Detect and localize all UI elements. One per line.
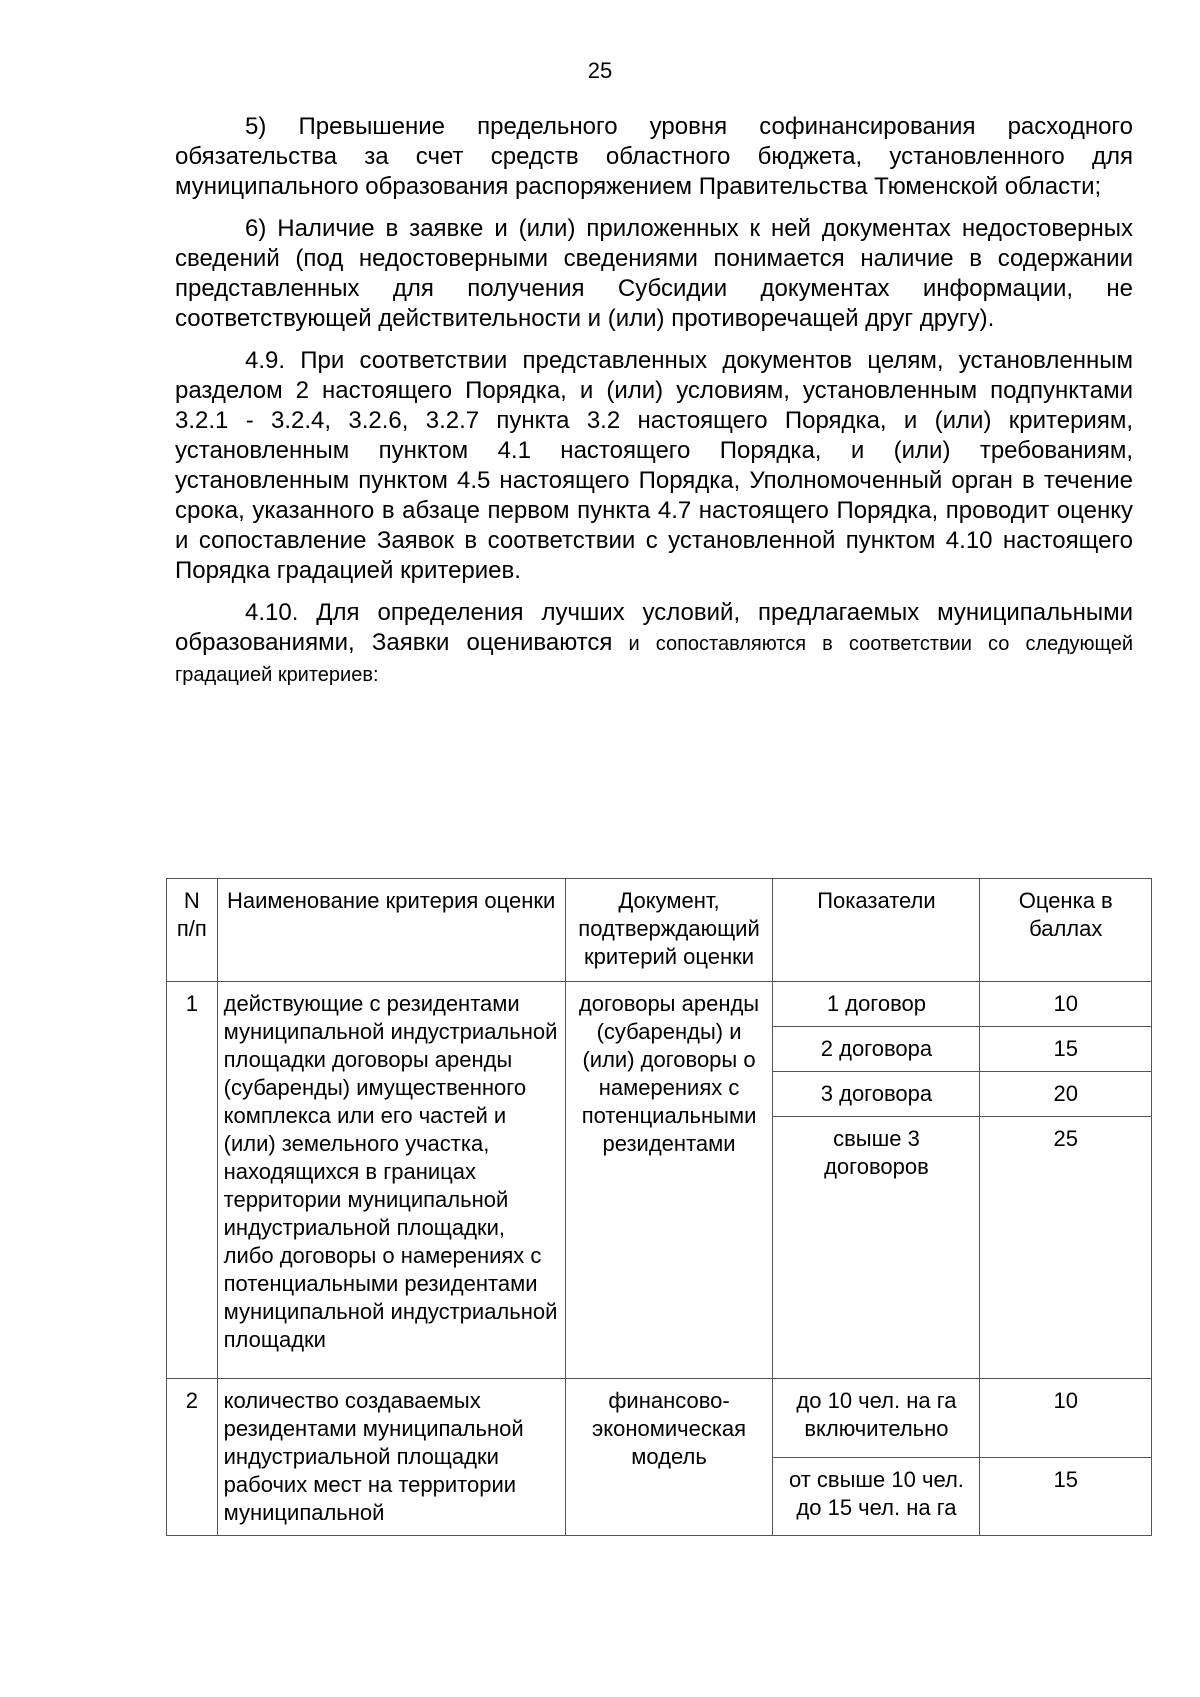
header-criterion-name: Наименование критерия оценки xyxy=(217,879,565,982)
page-number: 25 xyxy=(587,58,613,83)
row-number: 1 xyxy=(167,982,218,1379)
row-number: 2 xyxy=(167,1379,218,1536)
indicator-cell: 3 договора xyxy=(773,1072,980,1117)
criterion-name: действующие с резидентами муниципальной индустриальной площадки договоры аренды (субаренды) имущественного комплекса или его частей и (или) земельного участка, находящихся в границах территории муниципальной индустриальной площадки, либо договоры о намерениях с потенциальными резидентами муниципальной индустриальной площадки xyxy=(217,982,565,1379)
score-cell: 10 xyxy=(980,1379,1152,1458)
criterion-document: финансово-экономическая модель xyxy=(565,1379,773,1536)
document-body xyxy=(175,112,1133,702)
score-cell: 15 xyxy=(980,1027,1152,1072)
header-score: Оценка в баллах xyxy=(980,879,1152,982)
paragraph-4-9: 4.9. При соответствии представленных документов целям, установленным разделом 2 настоящего Порядка, и (или) условиям, установленным подпунктами 3.2.1 - 3.2.4, 3.2.6, 3.2.7 пункта 3.2 настоящего Порядка, и (или) критериям, установленным пунктом 4.1 настоящего Порядка, и (или) требованиям, установленным пунктом 4.5 настоящего Порядка, Уполномоченный орган в течение срока, указанного в абзаце первом пункта 4.7 настоящего Порядка, проводит оценку и сопоставление Заявок в соответствии с установленной пунктом 4.10 настоящего Порядка градацией критериев. xyxy=(175,347,1133,584)
paragraph-4-10-main: 4.10. Для определения лучших условий, предлагаемых муниципальными образованиями, Заявки оцениваются xyxy=(175,599,1133,656)
table-row xyxy=(167,1379,1152,1458)
score-cell: 10 xyxy=(980,982,1152,1027)
indicator-cell: до 10 чел. на га включительно xyxy=(773,1379,980,1458)
header-indicators: Показатели xyxy=(773,879,980,982)
indicator-cell: 2 договора xyxy=(773,1027,980,1072)
score-cell: 20 xyxy=(980,1072,1152,1117)
header-document: Документ, подтверждающий критерий оценки xyxy=(565,879,773,982)
paragraph-4-10 xyxy=(175,598,1133,690)
criteria-table xyxy=(166,878,1152,1536)
criterion-document: договоры аренды (субаренды) и (или) договоры о намерениях с потенциальными резидентами xyxy=(565,982,773,1379)
paragraph-item-5: 5) Превышение предельного уровня софинансирования расходного обязательства за счет средств областного бюджета, установленного для муниципального образования распоряжением Правительства Тюменской области; xyxy=(175,113,1133,200)
paragraph-item-6: 6) Наличие в заявке и (или) приложенных к ней документах недостоверных сведений (под недостоверными сведениями понимается наличие в содержании представленных для получения Субсидии документах информации, не соответствующей действительности и (или) противоречащей друг другу). xyxy=(175,215,1133,332)
indicator-cell: от свыше 10 чел. до 15 чел. на га xyxy=(773,1457,980,1536)
criterion-name: количество создаваемых резидентами муниципальной индустриальной площадки рабочих мест на территории муниципальной xyxy=(217,1379,565,1536)
score-cell: 25 xyxy=(980,1117,1152,1379)
indicator-cell: свыше 3 договоров xyxy=(773,1117,980,1379)
table-row xyxy=(167,982,1152,1027)
score-cell: 15 xyxy=(980,1457,1152,1536)
table-header-row xyxy=(167,879,1152,982)
paragraph-4-10-tail: и сопоставляются в соответствии со следующей градацией критериев: xyxy=(175,633,1134,686)
header-number: N п/п xyxy=(167,879,218,982)
indicator-cell: 1 договор xyxy=(773,982,980,1027)
